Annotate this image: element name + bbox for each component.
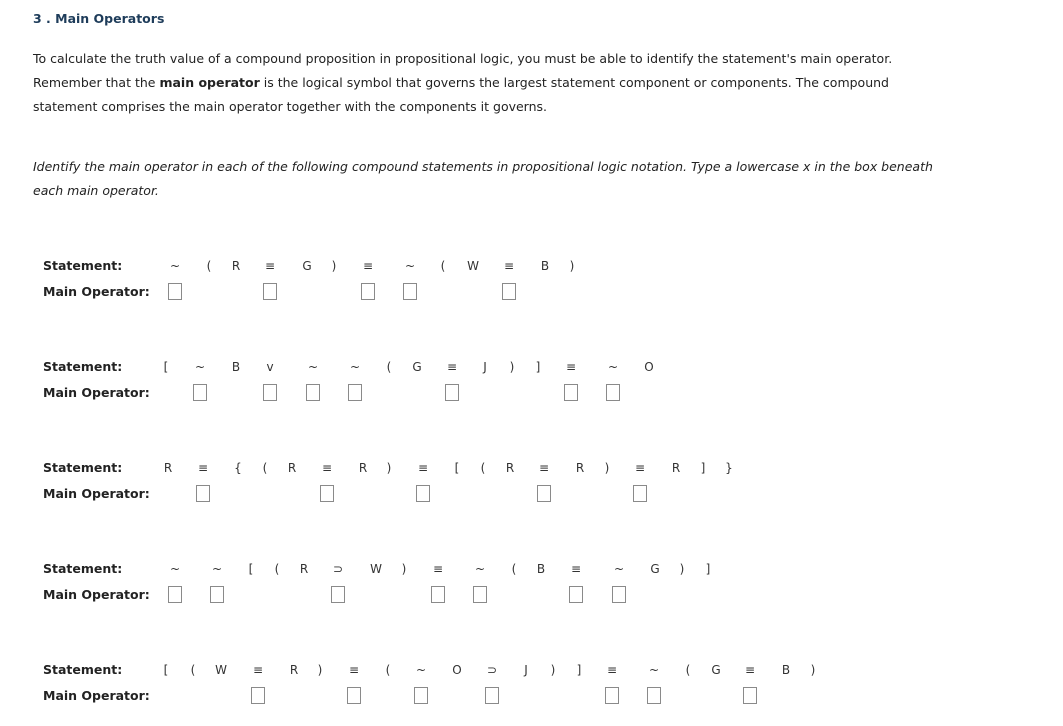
statement-symbol: ≡: [348, 663, 360, 677]
statement-symbol: ~: [211, 562, 223, 576]
statement-symbol: ): [401, 562, 407, 576]
statement-symbol: G: [412, 360, 422, 374]
statement-symbol: ~: [415, 663, 427, 677]
statement-symbol: {: [234, 461, 242, 475]
statement-symbol: J: [524, 663, 528, 677]
main-operator-answer-box[interactable]: [306, 384, 320, 401]
statement-symbol: ⊃: [486, 663, 498, 677]
statement-symbol: ~: [194, 360, 206, 374]
statement-symbol: ): [810, 663, 816, 677]
main-operator-answer-box[interactable]: [320, 485, 334, 502]
intro-bold-term: main operator: [159, 75, 260, 90]
statement-symbol: ≡: [634, 461, 646, 475]
main-operator-answer-box[interactable]: [431, 586, 445, 603]
statement-symbol: [: [454, 461, 460, 475]
statement-symbol: (: [274, 562, 280, 576]
statement-symbol: O: [644, 360, 654, 374]
statement-label: Statement:: [43, 258, 123, 273]
statement-symbol: ≡: [606, 663, 618, 677]
statement-symbol: (: [440, 259, 446, 273]
statement-symbol: R: [505, 461, 515, 475]
main-operator-label: Main Operator:: [43, 688, 150, 703]
intro-text-1: To calculate the truth value of a compound proposition in propositional logic, you must be able to identify the statement's main operator. Remember that the: [33, 51, 893, 90]
statement-symbol: ≡: [362, 259, 374, 273]
statement-symbol: R: [299, 562, 309, 576]
statement-symbol: B: [536, 562, 546, 576]
main-operator-label: Main Operator:: [43, 385, 150, 400]
statement-symbol: ): [386, 461, 392, 475]
statement-label: Statement:: [43, 662, 123, 677]
main-operator-answer-box[interactable]: [348, 384, 362, 401]
statement-symbol: G: [302, 259, 312, 273]
statement-label: Statement:: [43, 460, 123, 475]
statement-symbol: (: [262, 461, 268, 475]
main-operator-answer-box[interactable]: [347, 687, 361, 704]
main-operator-answer-box[interactable]: [612, 586, 626, 603]
statement-symbol: ⊃: [332, 562, 344, 576]
statement-symbol: (: [206, 259, 212, 273]
statement-symbol: R: [231, 259, 241, 273]
main-operator-answer-box[interactable]: [263, 283, 277, 300]
statement-symbol: ≡: [538, 461, 550, 475]
statement-symbol: G: [711, 663, 721, 677]
main-operator-answer-box[interactable]: [564, 384, 578, 401]
statement-symbol: (: [685, 663, 691, 677]
statement-symbol: ≡: [432, 562, 444, 576]
statement-symbol: [: [163, 360, 169, 374]
main-operator-answer-box[interactable]: [263, 384, 277, 401]
statement-symbol: ~: [349, 360, 361, 374]
statement-symbol: R: [671, 461, 681, 475]
statement-symbol: ): [509, 360, 515, 374]
statement-symbol: (: [190, 663, 196, 677]
main-operator-answer-box[interactable]: [210, 586, 224, 603]
main-operator-answer-box[interactable]: [168, 586, 182, 603]
intro-text-2: is the logical symbol that governs the largest statement component or components. The compound statement comprises the main operator together with the components it governs.: [33, 75, 889, 114]
main-operator-answer-box[interactable]: [403, 283, 417, 300]
statement-symbol: ~: [607, 360, 619, 374]
statement-symbol: (: [385, 663, 391, 677]
main-operator-answer-box[interactable]: [569, 586, 583, 603]
main-operator-answer-box[interactable]: [502, 283, 516, 300]
statement-symbol: ~: [474, 562, 486, 576]
main-operator-answer-box[interactable]: [633, 485, 647, 502]
statement-symbol: [: [248, 562, 254, 576]
statement-symbol: (: [386, 360, 392, 374]
statement-symbol: ≡: [417, 461, 429, 475]
statement-symbol: B: [781, 663, 791, 677]
statement-symbol: ): [317, 663, 323, 677]
main-operator-answer-box[interactable]: [743, 687, 757, 704]
statement-symbol: R: [287, 461, 297, 475]
statement-symbol: W: [215, 663, 227, 677]
statement-symbol: B: [231, 360, 241, 374]
statement-symbol: ~: [307, 360, 319, 374]
main-operator-label: Main Operator:: [43, 486, 150, 501]
page-heading: 3 . Main Operators: [33, 11, 165, 26]
intro-paragraph: [33, 47, 953, 119]
statement-symbol: W: [467, 259, 479, 273]
statement-symbol: ≡: [744, 663, 756, 677]
main-operator-label: Main Operator:: [43, 284, 150, 299]
statement-symbol: ]: [705, 562, 711, 576]
statement-symbol: ≡: [446, 360, 458, 374]
main-operator-answer-box[interactable]: [473, 586, 487, 603]
statement-symbol: ~: [404, 259, 416, 273]
statement-symbol: R: [575, 461, 585, 475]
main-operator-label: Main Operator:: [43, 587, 150, 602]
statement-label: Statement:: [43, 561, 123, 576]
statement-symbol: ~: [613, 562, 625, 576]
main-operator-answer-box[interactable]: [416, 485, 430, 502]
statement-symbol: ≡: [565, 360, 577, 374]
statement-symbol: ): [331, 259, 337, 273]
statement-symbol: ≡: [503, 259, 515, 273]
statement-symbol: R: [289, 663, 299, 677]
statement-symbol: ]: [576, 663, 582, 677]
instructions: Identify the main operator in each of the following compound statements in propositional logic notation. Type a lowercase x in the box beneath each main operator.: [33, 159, 933, 198]
main-operator-answer-box[interactable]: [605, 687, 619, 704]
main-operator-answer-box[interactable]: [168, 283, 182, 300]
main-operator-answer-box[interactable]: [251, 687, 265, 704]
statement-symbol: ]: [700, 461, 706, 475]
statement-symbol: B: [540, 259, 550, 273]
main-operator-answer-box[interactable]: [445, 384, 459, 401]
statement-label: Statement:: [43, 359, 123, 374]
statement-symbol: O: [452, 663, 462, 677]
statement-symbol: }: [725, 461, 733, 475]
main-operator-answer-box[interactable]: [361, 283, 375, 300]
main-operator-answer-box[interactable]: [414, 687, 428, 704]
main-operator-answer-box[interactable]: [647, 687, 661, 704]
statement-symbol: ≡: [570, 562, 582, 576]
statement-symbol: ~: [648, 663, 660, 677]
main-operator-answer-box[interactable]: [606, 384, 620, 401]
statement-symbol: R: [358, 461, 368, 475]
statement-symbol: (: [480, 461, 486, 475]
main-operator-answer-box[interactable]: [537, 485, 551, 502]
main-operator-answer-box[interactable]: [193, 384, 207, 401]
main-operator-answer-box[interactable]: [485, 687, 499, 704]
statement-symbol: ]: [535, 360, 541, 374]
statement-symbol: ≡: [252, 663, 264, 677]
statement-symbol: ~: [169, 259, 181, 273]
statement-symbol: ): [569, 259, 575, 273]
statement-symbol: (: [511, 562, 517, 576]
statement-symbol: v: [266, 360, 274, 374]
statement-symbol: [: [163, 663, 169, 677]
statement-symbol: J: [483, 360, 487, 374]
statement-symbol: ~: [169, 562, 181, 576]
statement-symbol: ): [679, 562, 685, 576]
statement-symbol: ): [604, 461, 610, 475]
main-operator-answer-box[interactable]: [196, 485, 210, 502]
main-operator-answer-box[interactable]: [331, 586, 345, 603]
statement-symbol: ): [550, 663, 556, 677]
statement-symbol: ≡: [321, 461, 333, 475]
statement-symbol: G: [650, 562, 660, 576]
statement-symbol: W: [370, 562, 382, 576]
statement-symbol: ≡: [264, 259, 276, 273]
statement-symbol: R: [163, 461, 173, 475]
statement-symbol: ≡: [197, 461, 209, 475]
